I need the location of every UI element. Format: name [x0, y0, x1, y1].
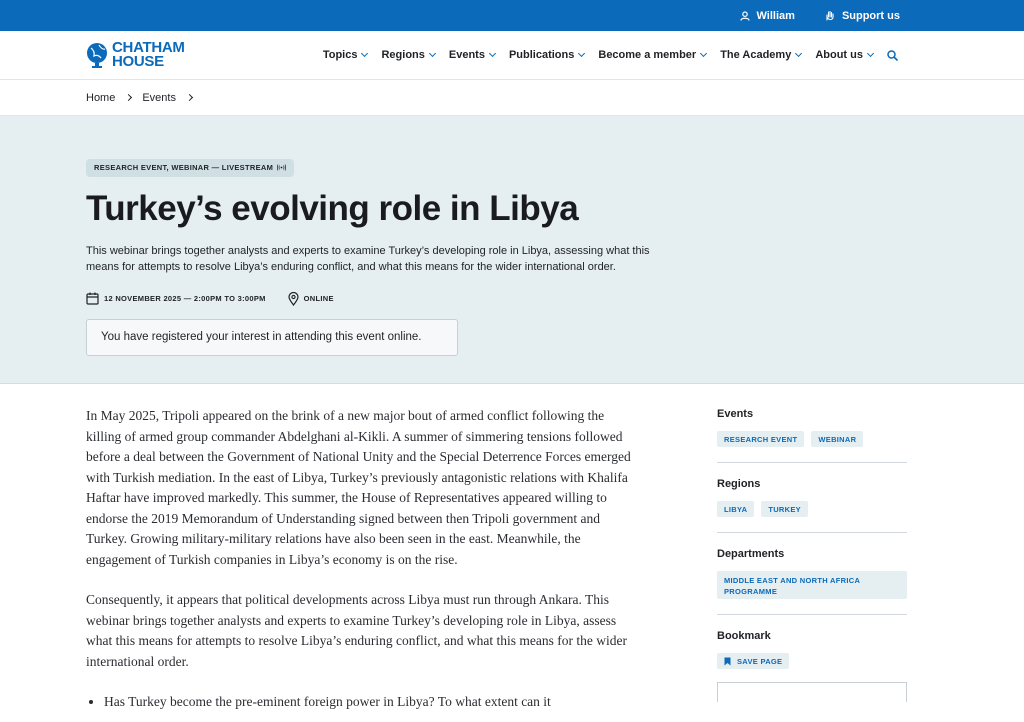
- event-location: [288, 292, 334, 306]
- utility-bar: [0, 0, 1024, 31]
- main-header: [0, 31, 1024, 80]
- nav-label: Become a member: [598, 49, 697, 61]
- chevron-down-icon: [361, 50, 368, 57]
- tag-research-event[interactable]: RESEARCH EVENT: [717, 431, 804, 447]
- nav-label: Topics: [322, 49, 358, 61]
- sidebar-regions-title: Regions: [717, 478, 761, 490]
- nav-regions[interactable]: [381, 49, 434, 61]
- breadcrumb: [0, 80, 1024, 116]
- logo-line-1: CHATHAM: [112, 39, 185, 56]
- page-title: Turkey’s evolving role in Libya: [86, 188, 579, 228]
- globe-logo-icon: [86, 42, 108, 68]
- tag-webinar[interactable]: WEBINAR: [811, 431, 863, 447]
- calendar-icon: [86, 292, 99, 305]
- sidebar-events: [717, 408, 907, 463]
- article-paragraph: Consequently, it appears that political developments across Libya must run through Ankara. This webinar brings together analysts and experts to examine Turkey’s developing role in Libya, assess what this means for attempts to resolve Libya’s enduring conflict, and what this means for the wider international order.: [86, 592, 627, 669]
- broadcast-icon: [277, 164, 286, 171]
- logo-wordmark: [112, 41, 185, 69]
- nav-the-academy[interactable]: [720, 49, 801, 61]
- chevron-right-icon: [125, 94, 132, 101]
- search-icon[interactable]: [887, 50, 898, 61]
- chevron-down-icon: [578, 50, 585, 57]
- nav-events[interactable]: [449, 49, 495, 61]
- sidebar-events-title: Events: [717, 408, 754, 420]
- user-icon: [740, 11, 750, 21]
- nav-label: About us: [815, 49, 863, 61]
- article-paragraph: In May 2025, Tripoli appeared on the brink of a new major bout of armed conflict following the killing of armed group commander Abdelghani al-Kikli. A summer of simmering tensions followed before a deal between the Government of National Unity and the Special Deterrence Forces emerged with Turkish mediation. In the east of Libya, Turkey’s previously antagonistic relations with Khalifa Haftar have improved markedly. This summer, the House of Representatives appeared willing to endorse the 2019 Memorandum of Understanding signed between then Tripoli government and Turkey. Growing military-military relations have also been seen in the east. Meanwhile, the engagement of Turkish companies in Libya’s economy is on the rise.: [86, 408, 631, 567]
- nav-label: Events: [448, 49, 485, 61]
- nav-publications[interactable]: [509, 49, 584, 61]
- account-link[interactable]: [740, 10, 795, 22]
- event-type-label: RESEARCH EVENT, WEBINAR — LIVESTREAM: [94, 163, 274, 172]
- event-type-pill: [86, 159, 294, 177]
- save-page-label: SAVE PAGE: [737, 656, 783, 666]
- chevron-down-icon: [700, 50, 707, 57]
- tag-libya[interactable]: LIBYA: [717, 501, 754, 517]
- primary-nav: [323, 49, 898, 61]
- bookmark-icon: [724, 657, 731, 666]
- location-pin-icon: [288, 292, 299, 306]
- breadcrumb-home[interactable]: Home: [86, 91, 116, 104]
- sidebar-bookmark-title: Bookmark: [717, 630, 771, 642]
- list-item: • Has Turkey become the pre-eminent foreign power in Libya? To what extent can it: [104, 692, 631, 713]
- event-date: [86, 292, 266, 305]
- event-summary: This webinar brings together analysts and experts to examine Turkey’s developing role in Libya, assessing what this means for attempts to resolve Libya’s enduring conflict, and what this means for the wider international order.: [86, 244, 650, 273]
- article-body: [86, 406, 631, 713]
- nav-about-us[interactable]: [815, 49, 873, 61]
- main-content: [0, 384, 1024, 713]
- event-hero: [0, 116, 1024, 384]
- nav-label: The Academy: [720, 49, 792, 61]
- hand-heart-icon: [825, 10, 835, 21]
- tag-turkey[interactable]: TURKEY: [761, 501, 808, 517]
- sidebar-regions: [717, 478, 907, 533]
- chevron-down-icon: [429, 50, 436, 57]
- event-meta: [86, 292, 1024, 306]
- sidebar-departments: [717, 548, 907, 615]
- tag-mena-programme[interactable]: MIDDLE EAST AND NORTH AFRICA PROGRAMME: [717, 571, 907, 599]
- chevron-down-icon: [489, 50, 496, 57]
- chevron-down-icon: [867, 50, 874, 57]
- sidebar-card: [717, 682, 907, 702]
- nav-label: Regions: [381, 49, 425, 61]
- event-date-label: 12 NOVEMBER 2025 — 2:00PM TO 3:00PM: [104, 294, 266, 303]
- sidebar: [717, 406, 907, 713]
- sidebar-departments-title: Departments: [717, 548, 785, 560]
- nav-become-a-member[interactable]: [598, 49, 706, 61]
- event-location-label: ONLINE: [303, 294, 334, 303]
- chevron-right-icon: [186, 94, 193, 101]
- support-link[interactable]: [825, 10, 900, 22]
- chatham-house-logo[interactable]: [86, 41, 185, 69]
- nav-topics[interactable]: [323, 49, 368, 61]
- support-label: Support us: [841, 9, 900, 22]
- registration-notice: You have registered your interest in attending this event online.: [86, 319, 458, 356]
- sidebar-bookmark: [717, 630, 907, 702]
- account-label: William: [756, 9, 795, 22]
- discussion-list: [104, 692, 631, 713]
- logo-line-2: HOUSE: [112, 53, 164, 70]
- nav-label: Publications: [508, 49, 575, 61]
- save-page-button[interactable]: [717, 653, 789, 669]
- breadcrumb-events[interactable]: Events: [142, 91, 176, 104]
- chevron-down-icon: [795, 50, 802, 57]
